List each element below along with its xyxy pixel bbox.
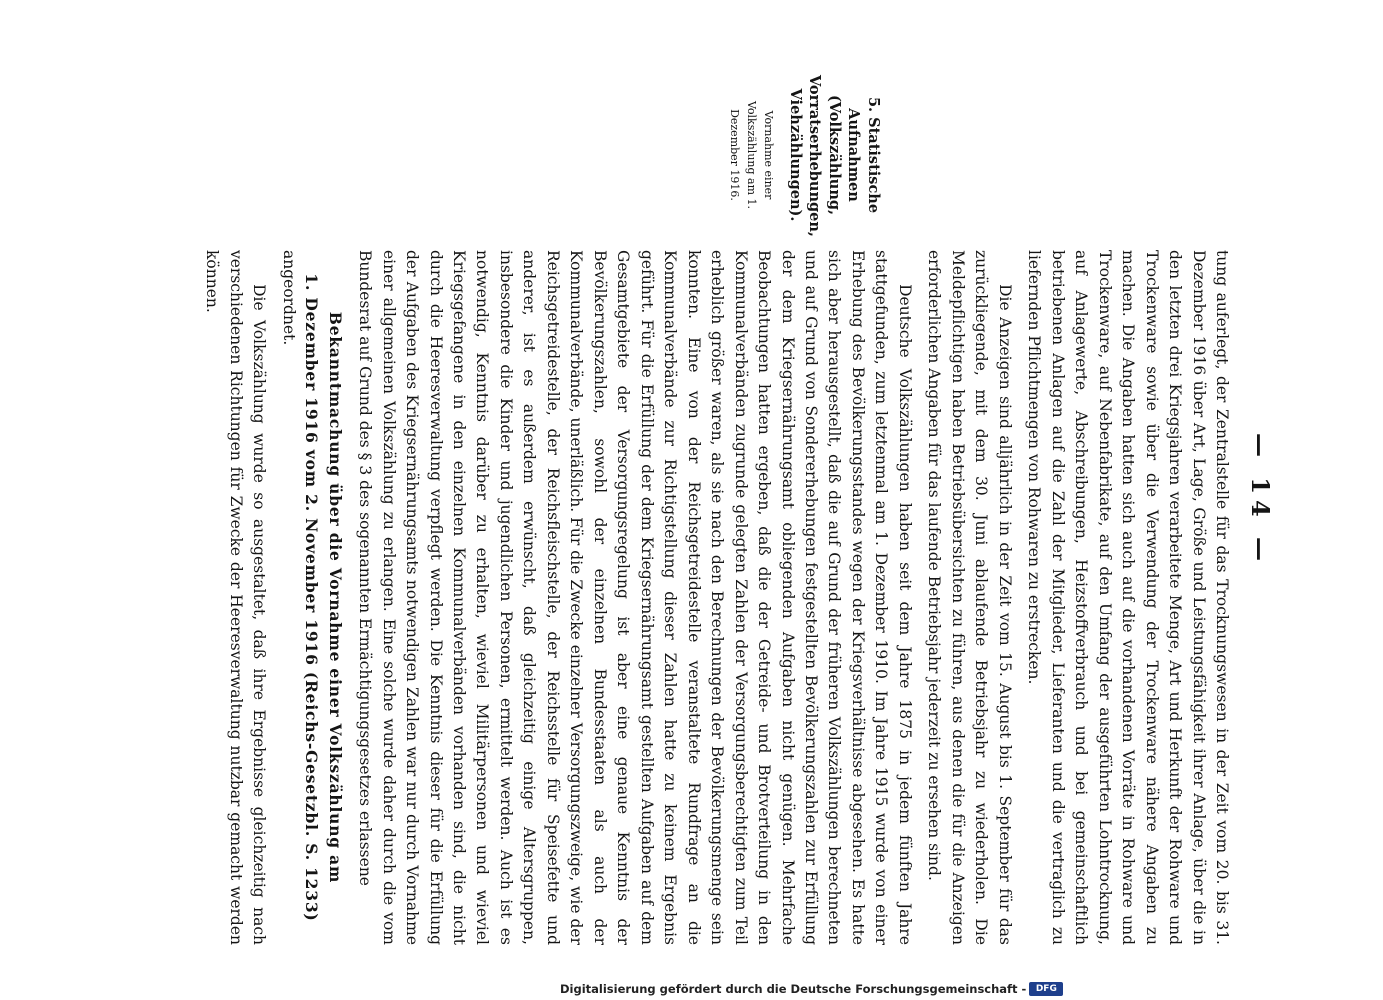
paragraph-annual-reports: Die Anzeigen sind alljährlich in der Zeit vom 15. August bis 1. September für das zurückliegende, mit dem 30. Juni ablaufende Betriebsjahr zu wiederholen. Die Meldepflichtigen haben Betriebsübersichten zu führen, aus denen die für die Anzeigen erforderlichen Angaben für das laufende Betriebsjahr jederzeit zu ersehen sind. (925, 250, 1014, 945)
margin-column (726, 75, 883, 235)
paragraph-census-history: Deutsche Volkszählungen haben seit dem Jahre 1875 in jedem fünften Jahre stattgefunden, zum letztenmal am 1. Dezember 1910. Im Jahre 1915 wurde von einer Erhebung des Bevölkerungsstandes wegen der Kriegsverhältnisse abgesehen. Es hatte sich aber herausgestellt, daß die auf Grund der früheren Volkszählungen berechneten und auf Grund von Sondererhebungen festgestellten Bevölkerungszahlen zur Erfüllung der dem Kriegsernährungsamt obliegenden Aufgaben nicht genügen. Mehrfache Beobachtungen hatten ergeben, daß die der Getreide- und Brotverteilung in den Kommunalverbänden zugrunde gelegten Zahlen der Versorgungsberechtigten zum Teil erheblich größer waren, als sie nach den Berechnungen der Bevölkerungsmenge sein konnten. Eine von der Reichsgetreidestelle veranstaltete Rundfrage an die Kommunalverbände zur Richtigstellung dieser Zahlen hatte zu keinem Ergebnis geführt. Für die Erfüllung der dem Kriegsernährungsamt gestellten Aufgaben auf dem Gesamtgebiete der Versorgungsregelung ist aber eine genaue Kenntnis der Bevölkerungszahlen, sowohl der einzelnen Bundesstaaten als auch der Kommunalverbände, unerläßlich. Für die Zwecke einzelner Versorgungszweige, wie der Reichsgetreidestelle, der Reichsfleischstelle, der Reichsstelle für Speisefette und anderer, ist es außerdem erwünscht, daß gleichzeitig einige Altersgruppen, insbesondere die Kinder und jugendlichen Personen, ermittelt werden. Auch ist es notwendig, Kenntnis darüber zu erhalten, wieviel Militärpersonen und wieviel Kriegsgefangene in den einzelnen Kommunalverbänden vorhanden sind, die nicht durch die Heeresverwaltung verpflegt werden. Die Kenntnis dieser für die Erfüllung der Aufgaben des Kriegsernährungsamts notwendigen Zahlen war nur durch Vornahme einer allgemeinen Volkszählung zu erlangen. Eine solche wurde daher durch die vom Bundesrat auf Grund des § 3 des sogenannten Ermächtigungsgesetzes erlassene (356, 250, 914, 945)
paragraph-census-design: Die Volkszählung wurde so ausgestaltet, daß ihre Ergebnisse gleichzeitig nach verschiedenen Richtungen für Zwecke der Heeresverwaltung nutzbar gemacht werden können. (203, 250, 269, 945)
digitization-footer (560, 982, 1063, 997)
margin-note: Vornahme einer Volkszählung am 1. Dezember 1916. (728, 100, 776, 210)
margin-section-heading: 5. Statistische Aufnahmen (Volkszählung, Vorratserhebungen, Viehzählungen). (786, 75, 882, 237)
announcement-title-line2: 1. Dezember 1916 vom 2. November 1916 (Reichs-Gesetzbl. S. 1233) (302, 273, 322, 922)
announcement-title-line1: Bekanntmachung über die Vornahme einer Volkszählung am (325, 311, 345, 884)
page-number: — 14 — (1246, 432, 1275, 568)
dfg-logo-icon: DFG (1029, 982, 1063, 996)
funding-credit-text: Digitalisierung gefördert durch die Deutsche Forschungsgemeinschaft - (560, 981, 1027, 996)
ordered-text: angeordnet. (279, 250, 298, 346)
main-text-column (200, 250, 1233, 945)
paragraph-drying-reporting: tung auferlegt, der Zentralstelle für das Trocknungswesen in der Zeit vom 20. bis 31. Dezember 1916 über Art, Lage, Größe und Leistungsfähigkeit ihrer Anlage, über die in den letzten drei Kriegsjahren verarbeitete Menge, Art und Herkunft der Rohware und Trockenware sowie über die Verwendung der Trockenware nähere Angaben zu machen. Die Angaben hatten sich auch auf die vorhandenen Vorräte in Rohware und Trockenware, auf Nebenfabrikate, auf den Umfang der ausgeführten Lohntrocknung, auf Anlagewerte, Abschreibungen, Heizstoffverbrauch und bei gemeinschaftlich betriebenen Anlagen auf die Zahl der Mitglieder, Lieferanten und die vertraglich zu liefernden Pflichtmengen von Rohwaren zu erstrecken. (1025, 250, 1231, 945)
